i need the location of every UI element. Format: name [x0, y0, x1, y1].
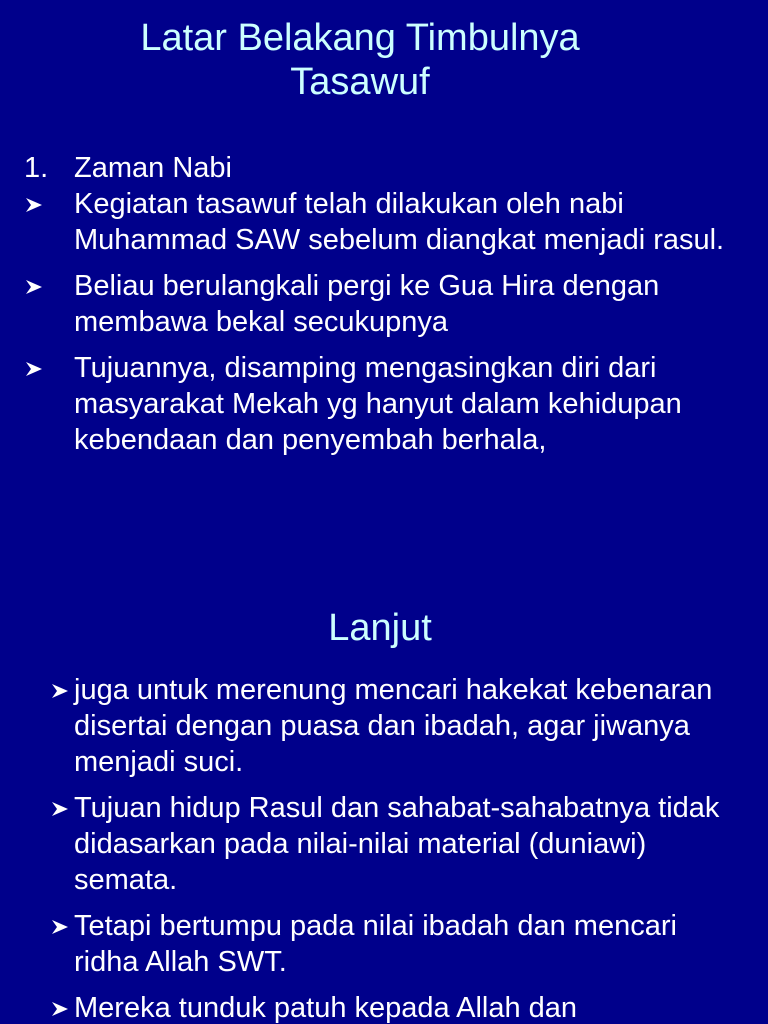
arrow-bullet-icon	[50, 680, 72, 702]
arrow-bullet-icon	[50, 998, 72, 1020]
arrow-bullet-icon	[24, 194, 46, 216]
list-item	[0, 990, 768, 1024]
list-item	[0, 908, 768, 980]
slide-1-title	[0, 16, 720, 104]
arrow-bullet-icon	[24, 358, 46, 380]
list-item	[0, 268, 768, 340]
list-item-text: Beliau berulangkali pergi ke Gua Hira dengan membawa bekal secukupnya	[74, 270, 660, 338]
slide-1-title-line-2: Tasawuf	[290, 61, 430, 103]
arrow-bullet-icon	[50, 798, 72, 820]
slide-2-title: Lanjut	[328, 607, 432, 649]
list-item-text: Tujuannya, disamping mengasingkan diri dari masyarakat Mekah yg hanyut dalam kehidupan kebendaan dan penyembah berhala,	[74, 352, 682, 456]
list-item	[0, 186, 768, 258]
slide-2	[0, 580, 768, 1024]
list-item	[0, 350, 768, 458]
list-item-numbered	[0, 150, 768, 186]
arrow-bullet-icon	[24, 276, 46, 298]
list-item	[0, 672, 768, 780]
list-item-text: Mereka tunduk patuh kepada Allah dan	[74, 992, 578, 1024]
list-item-text: juga untuk merenung mencari hakekat kebenaran disertai dengan puasa dan ibadah, agar jiwanya menjadi suci.	[74, 674, 713, 778]
slide-2-bullet-list	[0, 672, 768, 1024]
slide-1-bullet-list	[0, 150, 768, 468]
list-item-text: Tetapi bertumpu pada nilai ibadah dan mencari ridha Allah SWT.	[74, 910, 677, 978]
list-item-text: Kegiatan tasawuf telah dilakukan oleh nabi Muhammad SAW sebelum diangkat menjadi rasul.	[74, 188, 725, 256]
arrow-bullet-icon	[50, 916, 72, 938]
slide-1-title-line-1: Latar Belakang Timbulnya	[140, 17, 580, 59]
list-number: 1.	[24, 152, 49, 184]
list-item	[0, 790, 768, 898]
list-item-text: Zaman Nabi	[74, 152, 232, 184]
list-item-text: Tujuan hidup Rasul dan sahabat-sahabatnya tidak didasarkan pada nilai-nilai material (duniawi) semata.	[74, 792, 720, 896]
